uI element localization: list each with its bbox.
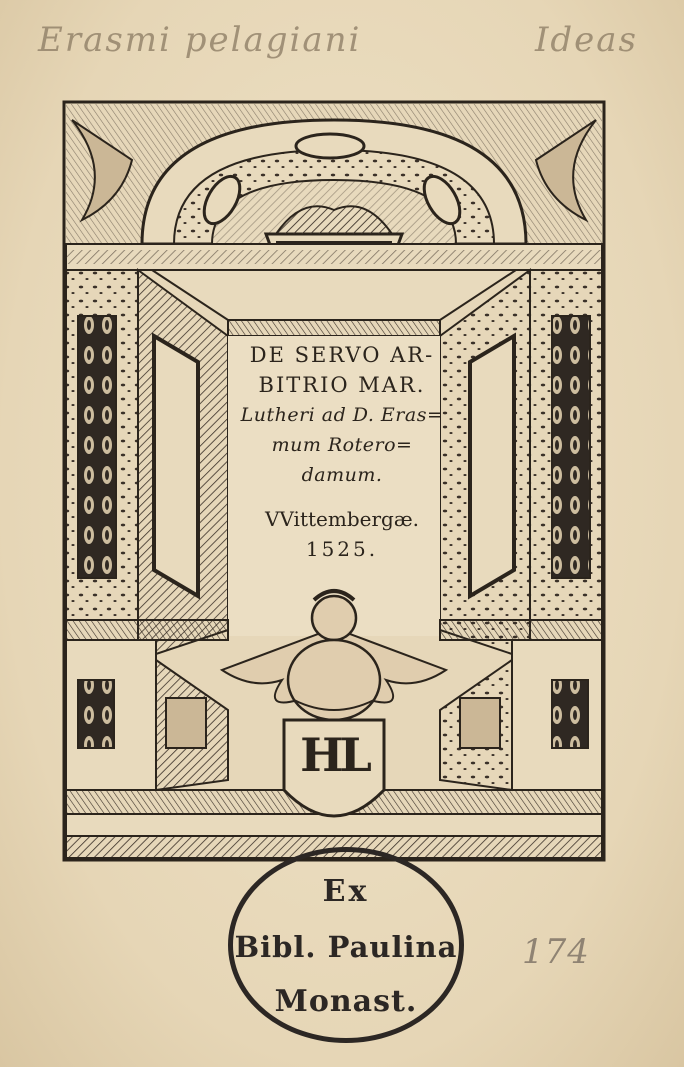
stamp-line-2: Bibl. Paulina — [234, 930, 458, 964]
title-line-1: DE SERVO AR- — [249, 343, 435, 367]
imprint-year: 1525. — [305, 537, 379, 561]
stamp-line-1: Ex — [322, 874, 370, 909]
handwritten-inscription — [38, 14, 648, 64]
library-stamp — [228, 847, 464, 1043]
imprint-place: VVittembergæ. — [265, 507, 419, 531]
stamp-line-3: Monast. — [274, 984, 418, 1019]
title-line-4: mum Rotero= — [271, 434, 413, 456]
title-text — [228, 340, 456, 600]
title-line-2: BITRIO MAR. — [258, 373, 426, 397]
title-line-3: Lutheri ad D. Eras= — [240, 404, 444, 426]
title-line-5: damum. — [301, 464, 383, 486]
shelfmark-number: 174 — [522, 932, 590, 972]
inscription-left: Erasmi pelagiani — [38, 20, 362, 60]
inscription-right: Ideas — [534, 20, 638, 60]
printer-mark: HL — [300, 728, 368, 782]
